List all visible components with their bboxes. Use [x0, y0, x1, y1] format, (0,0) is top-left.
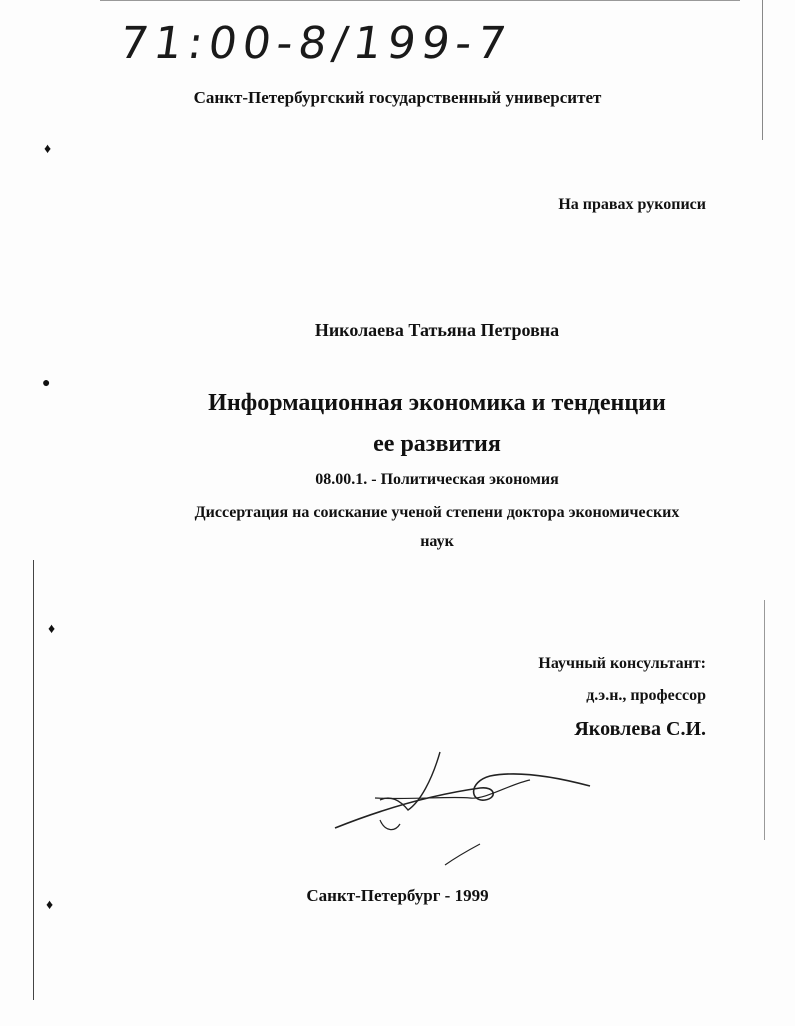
advisor-label: Научный консультант: — [538, 655, 706, 672]
city-and-year: Санкт-Петербург - 1999 — [306, 886, 489, 905]
binding-hole-mark: ♦ — [46, 898, 54, 913]
manuscript-rights-note: На правах рукописи — [558, 196, 706, 213]
signature — [320, 740, 610, 870]
binding-hole-mark: ♦ — [44, 142, 52, 157]
advisor-name: Яковлева С.И. — [574, 718, 706, 740]
degree-statement-line-1: Диссертация на соискание ученой степени доктора экономических — [194, 504, 680, 521]
university-name: Санкт-Петербургский государственный университет — [193, 88, 602, 107]
thesis-title-line-1: Информационная экономика и тенденции — [208, 390, 666, 416]
degree-statement-line-2: наук — [420, 533, 454, 550]
scan-edge-line — [762, 0, 763, 140]
binding-hole-mark: ● — [42, 376, 51, 391]
advisor-title: д.э.н., профессор — [586, 687, 706, 704]
binding-hole-mark: ♦ — [48, 622, 56, 637]
scan-edge-line — [764, 600, 765, 840]
author-name: Николаева Татьяна Петровна — [314, 320, 560, 340]
scan-edge-line — [33, 560, 34, 1000]
specialty-code: 08.00.1. - Политическая экономия — [315, 471, 559, 488]
thesis-title-line-2: ее развития — [373, 431, 501, 457]
scan-edge-line — [100, 0, 740, 1]
archive-code-handwritten: 71:00-8/199-7 — [116, 18, 515, 69]
